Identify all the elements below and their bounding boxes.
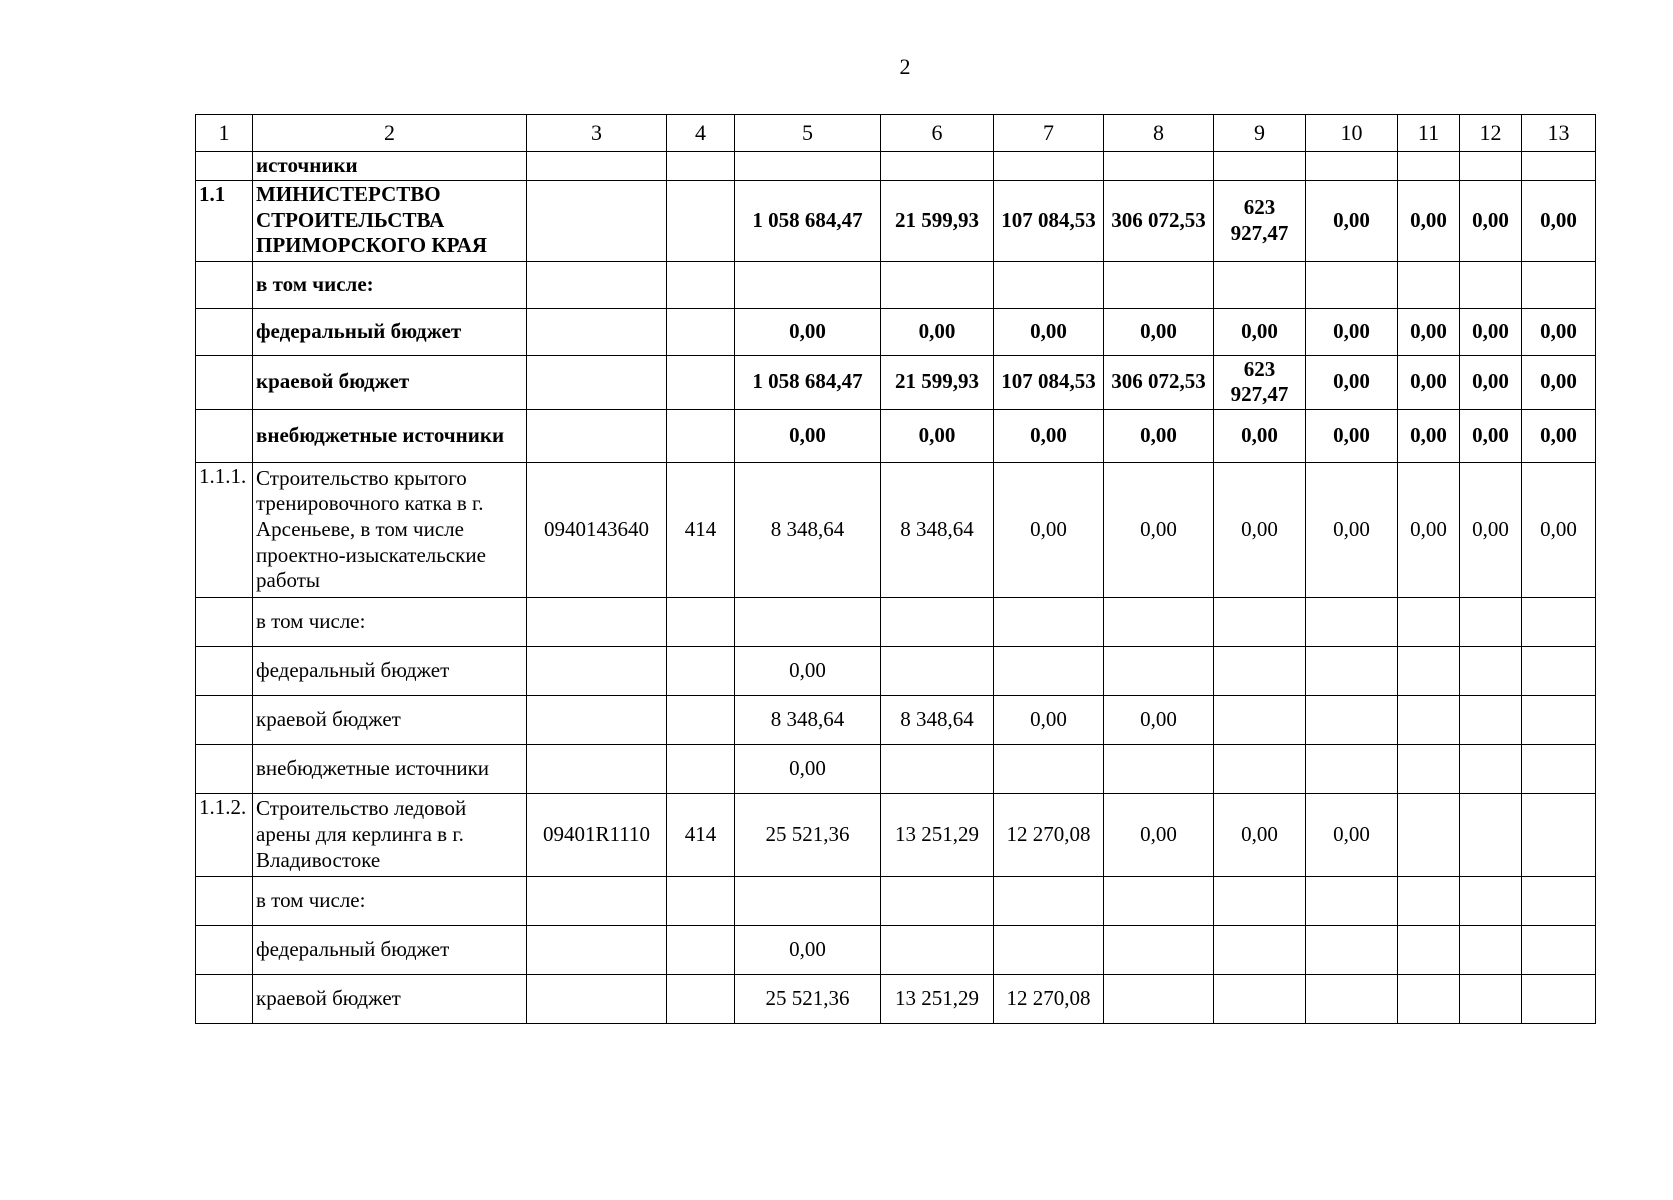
- table-row: [196, 152, 1596, 181]
- value-cell-col-7: 0,00: [994, 409, 1104, 462]
- value-cell-col-7: 12 270,08: [994, 793, 1104, 876]
- row-number: [196, 695, 253, 744]
- row-label: источники: [253, 152, 527, 181]
- value-cell-col-9: [1214, 261, 1306, 308]
- expense-type-code: [667, 597, 735, 646]
- expense-type-code: [667, 308, 735, 355]
- value-cell-col-5: 8 348,64: [735, 695, 881, 744]
- value-cell-col-10: 0,00: [1306, 180, 1398, 261]
- value-cell-col-11: [1398, 646, 1460, 695]
- value-cell-col-9: 623 927,47: [1214, 180, 1306, 261]
- value-cell-col-6: [881, 876, 994, 925]
- expense-type-code: 414: [667, 462, 735, 597]
- value-cell-col-10: [1306, 695, 1398, 744]
- value-cell-col-6: 21 599,93: [881, 355, 994, 409]
- table-row: [196, 793, 1596, 876]
- value-cell-col-11: [1398, 793, 1460, 876]
- value-cell-col-9: [1214, 646, 1306, 695]
- expense-type-code: [667, 180, 735, 261]
- row-label: федеральный бюджет: [253, 925, 527, 974]
- value-cell-col-9: 0,00: [1214, 409, 1306, 462]
- value-cell-col-6: 0,00: [881, 308, 994, 355]
- value-cell-col-10: 0,00: [1306, 409, 1398, 462]
- expense-type-code: [667, 695, 735, 744]
- value-cell-col-5: [735, 152, 881, 181]
- value-cell-col-8: 0,00: [1104, 308, 1214, 355]
- row-number: [196, 876, 253, 925]
- row-label: внебюджетные источники: [253, 409, 527, 462]
- row-label: МИНИСТЕРСТВО СТРОИТЕЛЬСТВА ПРИМОРСКОГО КРАЯ: [253, 180, 527, 261]
- value-cell-col-12: 0,00: [1460, 462, 1522, 597]
- value-cell-col-13: 0,00: [1522, 409, 1596, 462]
- value-cell-col-5: 0,00: [735, 308, 881, 355]
- value-cell-col-10: 0,00: [1306, 793, 1398, 876]
- value-cell-col-5: 25 521,36: [735, 793, 881, 876]
- row-label: внебюджетные источники: [253, 744, 527, 793]
- row-label: Строительство крытого тренировочного катка в г. Арсеньеве, в том числе проектно-изыскательские работы: [253, 462, 527, 597]
- column-header-12: 12: [1460, 115, 1522, 152]
- value-cell-col-13: 0,00: [1522, 180, 1596, 261]
- value-cell-col-9: [1214, 597, 1306, 646]
- value-cell-col-11: [1398, 695, 1460, 744]
- value-cell-col-9: [1214, 925, 1306, 974]
- column-header-7: 7: [994, 115, 1104, 152]
- value-cell-col-8: 0,00: [1104, 462, 1214, 597]
- budget-code: [527, 876, 667, 925]
- row-number: [196, 355, 253, 409]
- row-number: 1.1: [196, 180, 253, 261]
- value-cell-col-13: [1522, 876, 1596, 925]
- table-row: [196, 646, 1596, 695]
- value-cell-col-5: 1 058 684,47: [735, 180, 881, 261]
- table-row: [196, 597, 1596, 646]
- budget-code: [527, 597, 667, 646]
- value-cell-col-10: [1306, 925, 1398, 974]
- value-cell-col-12: 0,00: [1460, 180, 1522, 261]
- value-cell-col-12: [1460, 925, 1522, 974]
- column-header-8: 8: [1104, 115, 1214, 152]
- column-header-3: 3: [527, 115, 667, 152]
- value-cell-col-12: 0,00: [1460, 308, 1522, 355]
- row-number: [196, 744, 253, 793]
- value-cell-col-7: [994, 646, 1104, 695]
- column-header-1: 1: [196, 115, 253, 152]
- value-cell-col-7: [994, 876, 1104, 925]
- page-number: 2: [899, 54, 911, 79]
- row-label: в том числе:: [253, 876, 527, 925]
- value-cell-col-5: 25 521,36: [735, 974, 881, 1023]
- budget-code: 09401R1110: [527, 793, 667, 876]
- value-cell-col-5: [735, 876, 881, 925]
- row-number: 1.1.2.: [196, 793, 253, 876]
- budget-code: [527, 925, 667, 974]
- budget-code: [527, 355, 667, 409]
- value-cell-col-5: 8 348,64: [735, 462, 881, 597]
- row-label: Строительство ледовой арены для керлинга в г. Владивостоке: [253, 793, 527, 876]
- row-label: федеральный бюджет: [253, 646, 527, 695]
- expense-type-code: [667, 974, 735, 1023]
- value-cell-col-13: [1522, 597, 1596, 646]
- value-cell-col-10: 0,00: [1306, 462, 1398, 597]
- expense-type-code: [667, 925, 735, 974]
- value-cell-col-5: 0,00: [735, 925, 881, 974]
- value-cell-col-9: [1214, 876, 1306, 925]
- value-cell-col-5: 0,00: [735, 409, 881, 462]
- value-cell-col-5: [735, 261, 881, 308]
- value-cell-col-6: 13 251,29: [881, 974, 994, 1023]
- expense-type-code: [667, 152, 735, 181]
- value-cell-col-10: [1306, 646, 1398, 695]
- value-cell-col-12: [1460, 744, 1522, 793]
- value-cell-col-8: 0,00: [1104, 409, 1214, 462]
- table-row: [196, 409, 1596, 462]
- expense-type-code: 414: [667, 793, 735, 876]
- value-cell-col-13: [1522, 261, 1596, 308]
- value-cell-col-8: [1104, 974, 1214, 1023]
- value-cell-col-7: 0,00: [994, 462, 1104, 597]
- column-header-4: 4: [667, 115, 735, 152]
- value-cell-col-8: [1104, 925, 1214, 974]
- value-cell-col-9: 0,00: [1214, 793, 1306, 876]
- value-cell-col-13: [1522, 152, 1596, 181]
- budget-code: 0940143640: [527, 462, 667, 597]
- value-cell-col-10: [1306, 974, 1398, 1023]
- value-cell-col-12: [1460, 876, 1522, 925]
- value-cell-col-12: [1460, 646, 1522, 695]
- value-cell-col-13: 0,00: [1522, 355, 1596, 409]
- expense-type-code: [667, 261, 735, 308]
- value-cell-col-11: [1398, 597, 1460, 646]
- table-row: [196, 974, 1596, 1023]
- value-cell-col-8: 306 072,53: [1104, 180, 1214, 261]
- value-cell-col-6: [881, 261, 994, 308]
- value-cell-col-13: [1522, 793, 1596, 876]
- value-cell-col-12: 0,00: [1460, 409, 1522, 462]
- table-body: [196, 115, 1596, 1024]
- value-cell-col-7: 0,00: [994, 695, 1104, 744]
- value-cell-col-8: [1104, 876, 1214, 925]
- value-cell-col-13: [1522, 646, 1596, 695]
- value-cell-col-10: [1306, 876, 1398, 925]
- budget-code: [527, 308, 667, 355]
- value-cell-col-6: 13 251,29: [881, 793, 994, 876]
- value-cell-col-8: [1104, 597, 1214, 646]
- value-cell-col-6: [881, 925, 994, 974]
- value-cell-col-9: [1214, 152, 1306, 181]
- value-cell-col-9: [1214, 695, 1306, 744]
- expense-type-code: [667, 646, 735, 695]
- value-cell-col-11: 0,00: [1398, 462, 1460, 597]
- value-cell-col-9: 0,00: [1214, 308, 1306, 355]
- value-cell-col-12: [1460, 597, 1522, 646]
- value-cell-col-7: [994, 597, 1104, 646]
- column-header-6: 6: [881, 115, 994, 152]
- row-number: [196, 152, 253, 181]
- row-number: [196, 597, 253, 646]
- budget-code: [527, 695, 667, 744]
- row-number: [196, 974, 253, 1023]
- value-cell-col-8: 306 072,53: [1104, 355, 1214, 409]
- value-cell-col-11: [1398, 152, 1460, 181]
- value-cell-col-8: 0,00: [1104, 695, 1214, 744]
- value-cell-col-11: [1398, 974, 1460, 1023]
- value-cell-col-12: [1460, 974, 1522, 1023]
- value-cell-col-6: 21 599,93: [881, 180, 994, 261]
- table-row: [196, 180, 1596, 261]
- value-cell-col-10: 0,00: [1306, 308, 1398, 355]
- column-header-2: 2: [253, 115, 527, 152]
- value-cell-col-12: [1460, 152, 1522, 181]
- value-cell-col-7: [994, 925, 1104, 974]
- column-header-10: 10: [1306, 115, 1398, 152]
- table-row: [196, 695, 1596, 744]
- row-number: 1.1.1.: [196, 462, 253, 597]
- header-row: [196, 115, 1596, 152]
- value-cell-col-6: [881, 597, 994, 646]
- budget-code: [527, 152, 667, 181]
- value-cell-col-9: [1214, 744, 1306, 793]
- value-cell-col-5: 0,00: [735, 744, 881, 793]
- expense-type-code: [667, 355, 735, 409]
- value-cell-col-5: [735, 597, 881, 646]
- value-cell-col-10: [1306, 744, 1398, 793]
- table-row: [196, 355, 1596, 409]
- value-cell-col-6: 0,00: [881, 409, 994, 462]
- row-number: [196, 261, 253, 308]
- value-cell-col-10: [1306, 261, 1398, 308]
- value-cell-col-11: [1398, 261, 1460, 308]
- expense-type-code: [667, 744, 735, 793]
- column-header-13: 13: [1522, 115, 1596, 152]
- value-cell-col-8: [1104, 152, 1214, 181]
- expense-type-code: [667, 409, 735, 462]
- value-cell-col-7: 107 084,53: [994, 355, 1104, 409]
- column-header-11: 11: [1398, 115, 1460, 152]
- budget-table: [195, 114, 1596, 1024]
- value-cell-col-8: [1104, 646, 1214, 695]
- value-cell-col-11: 0,00: [1398, 409, 1460, 462]
- value-cell-col-11: 0,00: [1398, 180, 1460, 261]
- value-cell-col-6: [881, 646, 994, 695]
- row-number: [196, 925, 253, 974]
- value-cell-col-6: 8 348,64: [881, 462, 994, 597]
- value-cell-col-11: 0,00: [1398, 355, 1460, 409]
- value-cell-col-12: [1460, 695, 1522, 744]
- value-cell-col-13: [1522, 695, 1596, 744]
- value-cell-col-7: 0,00: [994, 308, 1104, 355]
- value-cell-col-13: [1522, 744, 1596, 793]
- budget-code: [527, 744, 667, 793]
- value-cell-col-10: [1306, 597, 1398, 646]
- value-cell-col-8: 0,00: [1104, 793, 1214, 876]
- value-cell-col-7: 107 084,53: [994, 180, 1104, 261]
- value-cell-col-13: 0,00: [1522, 308, 1596, 355]
- value-cell-col-11: [1398, 744, 1460, 793]
- value-cell-col-7: [994, 744, 1104, 793]
- value-cell-col-11: 0,00: [1398, 308, 1460, 355]
- value-cell-col-7: 12 270,08: [994, 974, 1104, 1023]
- table-row: [196, 462, 1596, 597]
- row-label: в том числе:: [253, 597, 527, 646]
- row-number: [196, 409, 253, 462]
- budget-code: [527, 409, 667, 462]
- value-cell-col-5: 1 058 684,47: [735, 355, 881, 409]
- value-cell-col-12: [1460, 793, 1522, 876]
- row-label: федеральный бюджет: [253, 308, 527, 355]
- value-cell-col-6: 8 348,64: [881, 695, 994, 744]
- budget-code: [527, 180, 667, 261]
- table-row: [196, 744, 1596, 793]
- row-label: краевой бюджет: [253, 974, 527, 1023]
- budget-code: [527, 261, 667, 308]
- value-cell-col-7: [994, 152, 1104, 181]
- value-cell-col-10: [1306, 152, 1398, 181]
- row-label: в том числе:: [253, 261, 527, 308]
- table-row: [196, 261, 1596, 308]
- value-cell-col-12: [1460, 261, 1522, 308]
- value-cell-col-12: 0,00: [1460, 355, 1522, 409]
- row-number: [196, 308, 253, 355]
- value-cell-col-13: [1522, 925, 1596, 974]
- table-row: [196, 308, 1596, 355]
- value-cell-col-13: 0,00: [1522, 462, 1596, 597]
- value-cell-col-9: [1214, 974, 1306, 1023]
- value-cell-col-11: [1398, 925, 1460, 974]
- row-label: краевой бюджет: [253, 355, 527, 409]
- value-cell-col-13: [1522, 974, 1596, 1023]
- value-cell-col-10: 0,00: [1306, 355, 1398, 409]
- column-header-9: 9: [1214, 115, 1306, 152]
- value-cell-col-7: [994, 261, 1104, 308]
- column-header-5: 5: [735, 115, 881, 152]
- budget-code: [527, 974, 667, 1023]
- budget-code: [527, 646, 667, 695]
- value-cell-col-8: [1104, 744, 1214, 793]
- value-cell-col-5: 0,00: [735, 646, 881, 695]
- value-cell-col-9: 623 927,47: [1214, 355, 1306, 409]
- value-cell-col-6: [881, 744, 994, 793]
- row-label: краевой бюджет: [253, 695, 527, 744]
- row-number: [196, 646, 253, 695]
- value-cell-col-11: [1398, 876, 1460, 925]
- value-cell-col-6: [881, 152, 994, 181]
- value-cell-col-8: [1104, 261, 1214, 308]
- table-row: [196, 925, 1596, 974]
- table-row: [196, 876, 1596, 925]
- expense-type-code: [667, 876, 735, 925]
- value-cell-col-9: 0,00: [1214, 462, 1306, 597]
